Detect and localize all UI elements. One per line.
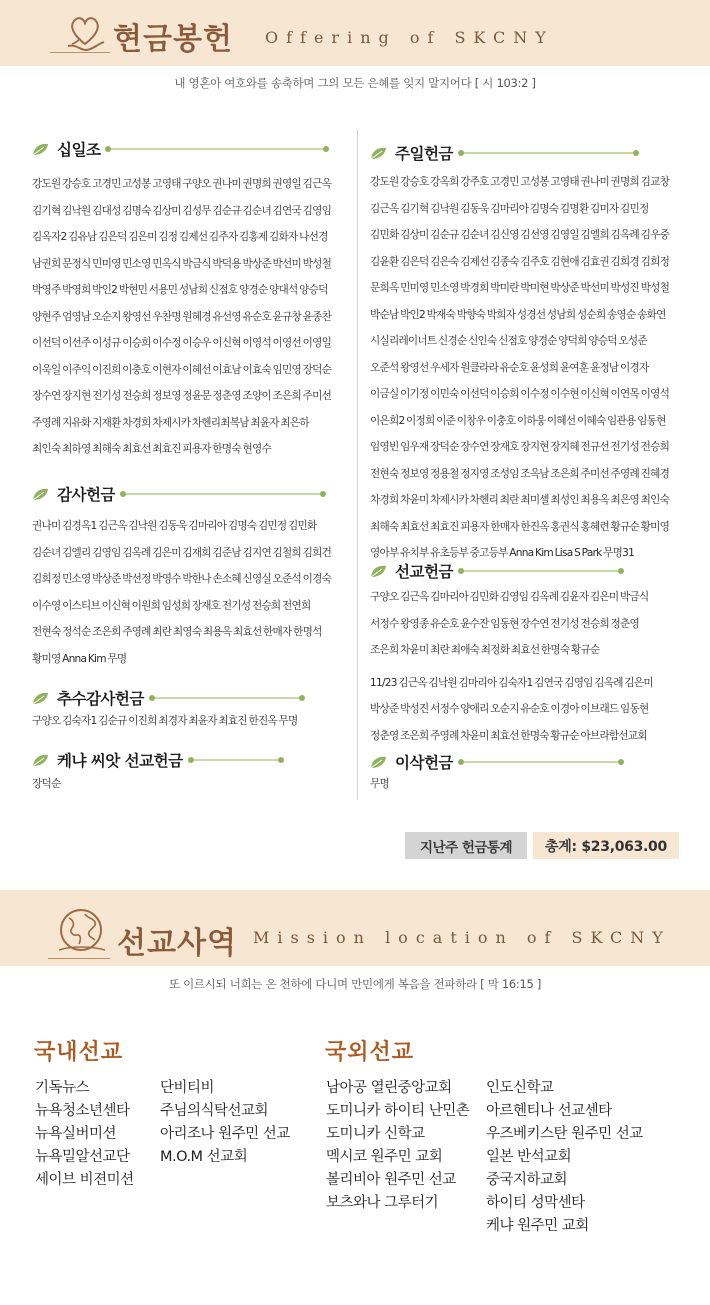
kenya-line: 장덕순	[32, 778, 61, 790]
sunday-line: 임영빈 임우재 장덕순 장수연 장재호 장지현 장지혜 전규선 전기성 전승희	[370, 441, 670, 453]
mission-subtitle: Mission location of SKCNY	[253, 928, 671, 947]
list-item: 일본 반석교회	[486, 1149, 572, 1165]
leaf-icon	[32, 487, 50, 501]
offering-banner	[0, 0, 710, 66]
leaf-icon	[32, 691, 50, 705]
thanks-names	[32, 513, 350, 672]
moving-title: 이삭헌금	[395, 754, 453, 772]
sunday-line: 문희옥 민미영 민소영 박경희 박미란 박미현 박상준 박선미 박성진 박성철	[370, 282, 670, 294]
thanks-heading	[32, 483, 323, 505]
sunday-line: 김근옥 김기혁 김낙원 김동욱 김마리아 김명숙 김명환 김미자 김민정	[370, 202, 649, 215]
leaf-icon	[32, 753, 50, 767]
list-item: 기독뉴스	[35, 1080, 90, 1096]
list-item: 중국지하교회	[486, 1172, 568, 1188]
weekly-stats-label: 지난주 헌금통계	[405, 832, 527, 859]
offering-title: 현금봉헌	[113, 22, 233, 57]
missions-line: 11/23 김근옥 김낙원 김마리아 김숙자1 김연국 김영임 김옥례 김은미	[370, 676, 653, 689]
sunday-line: 이은희2 이정희 이준 이창우 이충호 이하웅 이혜선 이혜숙 임관용 임동현	[370, 414, 666, 427]
list-item: 볼리비아 원주민 선교	[326, 1172, 456, 1188]
tithe-line: 주영례 지유화 지재환 차경희 차제시카 차헨리최복남 최윤자 최은하	[32, 416, 309, 429]
list-item: 우즈베키스탄 원주민 선교	[486, 1126, 643, 1142]
tithe-title: 십일조	[57, 141, 101, 159]
missions-line: 정춘영 조은희 주영례 차윤미 최효선 한명숙 황규순 아브라함선교회	[370, 729, 647, 742]
tithe-names	[32, 171, 350, 463]
list-item: 도미니카 신학교	[326, 1126, 425, 1142]
thanks-line: 김순녀 김엘리 김영임 김옥례 김은미 김재희 김준남 김지연 김철희 김희건	[32, 546, 332, 559]
tithe-line: 양현주 엄영남 오순지 왕영선 우찬명 원혜경 유선영 유순호 윤규창 윤종찬	[32, 310, 332, 323]
list-item: 아리조나 원주민 선교	[160, 1126, 290, 1142]
list-item: 주님의식탁선교회	[160, 1103, 269, 1119]
tithe-line: 장수연 장지현 전기성 전승희 정보영 정윤문 정춘영 조양이 조은희 주미선	[32, 390, 332, 402]
harvest-names	[32, 708, 350, 735]
sunday-line: 영아부 유치부 유초등부 중고등부 Anna Kim Lisa S Park 무명31	[370, 547, 635, 559]
list-item: M.O.M 선교회	[160, 1149, 248, 1165]
sunday-title: 주일헌금	[395, 145, 453, 163]
harvest-heading	[32, 687, 302, 709]
mission-banner	[0, 890, 710, 966]
list-item: 뉴욕실버미션	[35, 1126, 117, 1142]
list-item: 보츠와나 그루터기	[326, 1195, 439, 1211]
list-item: 아르헨티나 선교센타	[486, 1103, 612, 1119]
missions-title: 선교헌금	[395, 563, 453, 581]
heading-rule	[461, 570, 621, 572]
domestic-list-1	[35, 1077, 134, 1192]
banner-rule	[50, 52, 110, 53]
globe-icon	[55, 906, 107, 956]
sunday-line: 전현숙 정보영 정용철 정지영 조성임 조옥남 조은희 주미선 주영례 진혜경	[370, 467, 670, 480]
list-item: 케냐 원주민 교회	[486, 1218, 589, 1234]
sunday-line: 박순남 박인2 박재숙 박향숙 박희자 성경선 성남희 성순희 송영순 송화연	[370, 308, 666, 321]
sunday-line: 차경희 차윤미 차제시카 차헨리 최란 최미셸 최성인 최용옥 최은영 최인숙	[370, 494, 670, 506]
moving-names	[370, 771, 685, 798]
sunday-line: 이금실 이기정 이민숙 이선덕 이승희 이수정 이수현 이신혁 이연목 이영석	[370, 388, 670, 400]
missions-heading	[370, 560, 621, 582]
kenya-title: 케냐 씨앗 선교헌금	[57, 752, 183, 770]
sunday-line: 오준석 왕영선 우세자 원클라라 유순호 윤성희 윤여훈 윤정남 이경자	[370, 361, 649, 374]
sunday-line: 최해숙 최효선 최효진 피용자 한매자 한진옥 홍권식 홍혜련 황규순 황미영	[370, 520, 670, 533]
sunday-line: 강도원 강승호 강옥희 강주호 고경민 고성봉 고영태 권나미 권명희 김교창	[370, 176, 670, 188]
domestic-heading: 국내선교	[34, 1040, 124, 1065]
list-item: 도미니카 하이티 난민촌	[326, 1103, 470, 1119]
sunday-names	[370, 169, 685, 567]
tithe-line: 김기혁 김낙원 김대성 김명숙 김상미 김성무 김순규 김순녀 김연국 김영임	[32, 204, 332, 217]
thanks-line: 권나미 김경옥1 김근옥 김낙원 김동욱 김마리아 김명숙 김민정 김민화	[32, 520, 317, 532]
harvest-line: 구양오 김숙자1 김순규 이진희 최경자 최윤자 최효진 한진옥 무명	[32, 715, 298, 727]
overseas-list-1	[326, 1077, 469, 1215]
thanks-line: 김희정 민소영 박상준 박선정 박영수 박한나 손소혜 신영실 오준석 이경숙	[32, 573, 332, 585]
kenya-heading	[32, 749, 281, 771]
thanks-line: 이수영 이스티브 이신혁 이원희 임성희 장재호 전기성 전승희 전연희	[32, 599, 311, 612]
mission-verse: 또 이르시되 너희는 온 천하에 다니며 만민에게 복음을 전파하라 [ 막 16:15 ]	[168, 977, 542, 991]
leaf-icon	[370, 146, 388, 160]
tithe-line: 박영주 박영희 박인2 박현민 서용민 성남희 신점호 양경순 양대석 양승덕	[32, 284, 328, 296]
sunday-line: 시실리레이너트 신경순 신인숙 신점호 양경순 양덕희 양승덕 오성준	[370, 335, 647, 347]
sunday-line: 김윤환 김은덕 김은숙 김제선 김종숙 김주호 김현애 김효권 김희경 김희정	[370, 255, 670, 268]
missions-line: 서정수 왕영종 유순호 윤수잔 임동현 장수연 전기성 전승희 정춘영	[370, 617, 639, 630]
kenya-names	[32, 771, 350, 798]
moving-heading	[370, 751, 621, 773]
sunday-line: 김민화 김상미 김순규 김순녀 김신영 김선영 김영일 김엘희 김옥례 김우중	[370, 229, 670, 241]
missions-names	[370, 584, 685, 749]
tithe-line: 이욱일 이주익 이진희 이충호 이현자 이혜선 이효남 이효숙 임민영 장덕순	[32, 363, 332, 376]
tithe-heading	[32, 138, 326, 160]
thanks-line: 황미영 Anna Kim 무명	[32, 652, 127, 665]
offering-subtitle: Offering of SKCNY	[265, 28, 554, 47]
list-item: 남아공 열린중앙교회	[326, 1080, 452, 1096]
list-item: 뉴욕밀알선교단	[35, 1149, 130, 1165]
heading-rule	[461, 152, 636, 154]
leaf-icon	[32, 142, 50, 156]
tithe-line: 최인숙 최하영 최해숙 최효선 최효진 피용자 한명숙 현영수	[32, 443, 271, 455]
list-item: 인도신학교	[486, 1080, 554, 1096]
moving-line: 무명	[370, 778, 389, 790]
heading-rule	[108, 148, 326, 150]
tithe-line: 강도원 강승호 고경민 고성봉 고영태 구양오 권나미 권명희 권영일 김근옥	[32, 178, 332, 190]
missions-line: 구양오 김근옥 김마리아 김민화 김영임 김옥례 김윤자 김은미 박금식	[370, 591, 649, 603]
thanks-title: 감사헌금	[57, 486, 115, 504]
overseas-heading: 국외선교	[325, 1040, 415, 1065]
heading-rule	[191, 759, 281, 761]
heading-rule	[461, 761, 621, 763]
list-item: 멕시코 원주민 교회	[326, 1149, 443, 1165]
list-item: 하이티 성막센타	[486, 1195, 585, 1211]
overseas-list-2	[486, 1077, 643, 1238]
list-item: 뉴욕청소년센타	[35, 1103, 130, 1119]
leaf-icon	[370, 755, 388, 769]
domestic-list-2	[160, 1077, 290, 1169]
harvest-title: 추수감사헌금	[57, 690, 144, 708]
offering-verse: 내 영혼아 여호와를 송축하며 그의 모든 은혜를 잊지 말지어다 [ 시 103:2 ]	[174, 76, 536, 90]
heart-hands-icon	[62, 10, 108, 56]
column-divider	[357, 130, 358, 800]
heading-rule	[123, 493, 323, 495]
banner-rule	[48, 958, 110, 959]
weekly-stats-total: 총계: $23,063.00	[533, 832, 679, 859]
tithe-line: 김옥자2 김유남 김은덕 김은미 김정 김제선 김주자 김홍제 김화자 나선경	[32, 231, 328, 243]
list-item: 단비티비	[160, 1080, 215, 1096]
tithe-line: 남권희 문정식 민미영 민소영 민옥식 박금식 박덕용 박상준 박선미 박성철	[32, 257, 332, 270]
missions-line: 박상준 박성진 서정수 양애리 오순지 유순호 이경아 이브래드 임동현	[370, 703, 649, 715]
tithe-line: 이선덕 이선주 이성규 이승희 이수정 이승우 이신혁 이영석 이영선 이영일	[32, 337, 332, 349]
sunday-heading	[370, 142, 636, 164]
thanks-line: 전현숙 정석순 조은희 주영례 최란 최영숙 최용옥 최효선 한매자 한명석	[32, 626, 322, 638]
heading-rule	[152, 697, 302, 699]
mission-title: 선교사역	[117, 926, 237, 961]
list-item: 세이브 비젼미션	[35, 1172, 134, 1188]
leaf-icon	[370, 564, 388, 578]
missions-line: 조은희 차윤미 최란 최애숙 최정화 최효선 한명숙 황규순	[370, 644, 600, 656]
